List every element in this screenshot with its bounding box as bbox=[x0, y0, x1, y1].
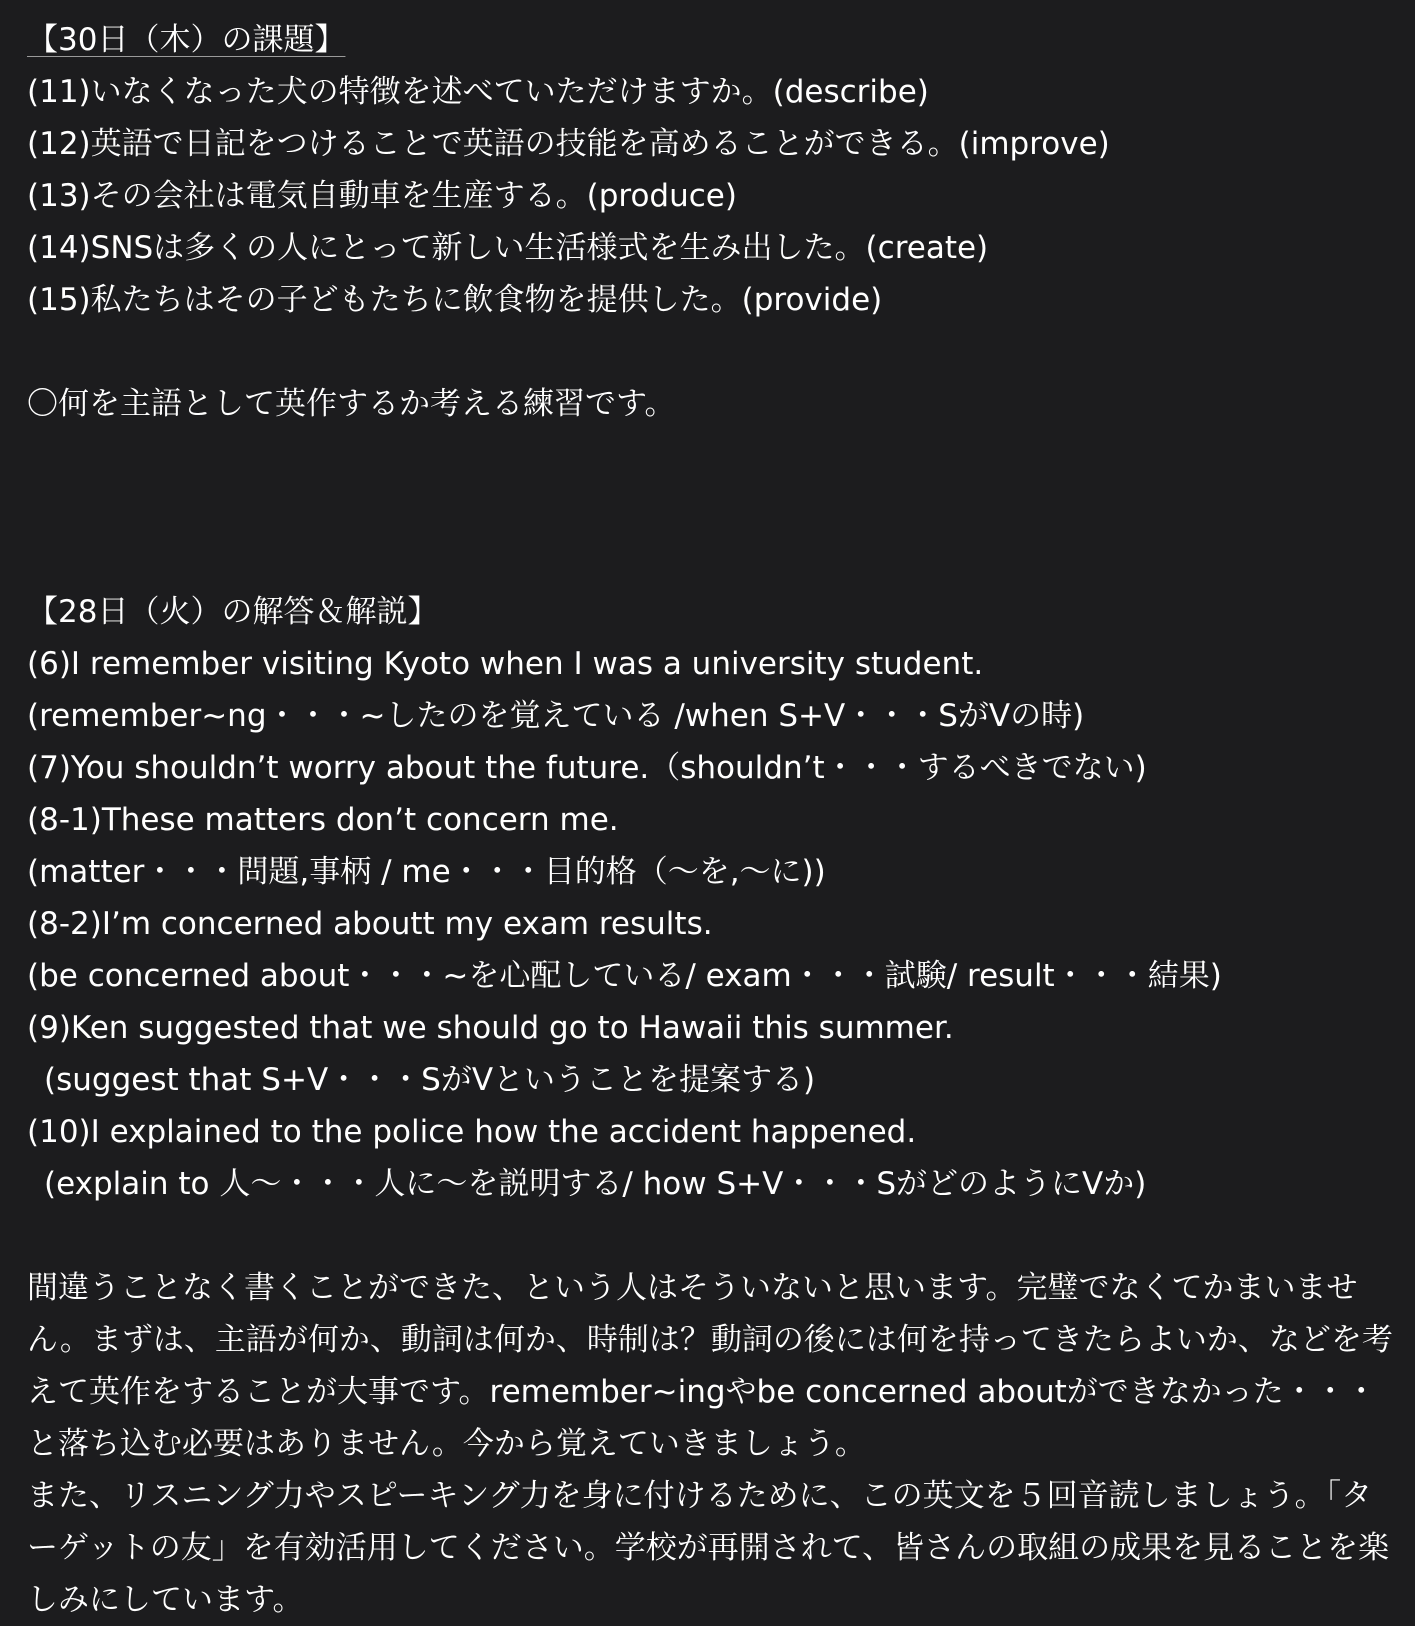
answer-explanation: (suggest that S+V・・・SがVということを提案する) bbox=[44, 1062, 816, 1098]
assignment-item: (12)英語で日記をつけることで英語の技能を高めることができる。(improve) bbox=[27, 126, 1110, 162]
blank-line bbox=[27, 1210, 1397, 1262]
answer-sentence: (10)I explained to the police how the accident happened. bbox=[27, 1114, 917, 1150]
answers-heading: 【28日（火）の解答＆解説】 bbox=[27, 594, 439, 630]
assignment-item: (13)その会社は電気自動車を生産する。(produce) bbox=[27, 178, 737, 214]
blank-line bbox=[27, 326, 1397, 378]
answer-explanation: (remember~ng・・・~したのを覚えている /when S+V・・・SがVの時) bbox=[27, 698, 1085, 734]
answer-sentence: (9)Ken suggested that we should go to Hawaii this summer. bbox=[27, 1010, 954, 1046]
assignment-item: (15)私たちはその子どもたちに飲食物を提供した。(provide) bbox=[27, 282, 883, 318]
answer-explanation: (matter・・・問題,事柄 / me・・・目的格（～を,～に)) bbox=[27, 854, 826, 890]
answer-sentence: (8-2)I’m concerned aboutt my exam results. bbox=[27, 906, 713, 942]
answer-explanation: (explain to 人～・・・人に～を説明する/ how S+V・・・SがどのようにVか) bbox=[44, 1166, 1147, 1202]
document-body bbox=[27, 14, 1397, 1626]
assignment-heading: 【30日（木）の課題】 bbox=[27, 22, 346, 58]
closing-paragraph: また、リスニング力やスピーキング力を身に付けるために、この英文を５回音読しましょう。「ターゲットの友」を有効活用してください。学校が再開されて、皆さんの取組の成果を見ることを楽しみにしています。 bbox=[27, 1478, 1390, 1618]
closing-paragraph: 間違うことなく書くことができた、という人はそういないと思います。完璧でなくてかまいません。まずは、主語が何か、動詞は何か、時制は？動詞の後には何を持ってきたらよいか、などを考えて英作をすることが大事です。remember~ingやbe concerned aboutができなかった・・・と落ち込む必要はありません。今から覚えていきましょう。 bbox=[27, 1270, 1393, 1462]
answer-explanation: (be concerned about・・・~を心配している/ exam・・・試験/ result・・・結果) bbox=[27, 958, 1222, 994]
blank-lines bbox=[27, 430, 1397, 586]
assignment-item: (14)SNSは多くの人にとって新しい生活様式を生み出した。(create) bbox=[27, 230, 989, 266]
assignment-note: 〇何を主語として英作するか考える練習です。 bbox=[27, 386, 676, 422]
answer-sentence: (7)You shouldn’t worry about the future.（shouldn’t・・・するべきでない) bbox=[27, 750, 1147, 786]
answer-sentence: (6)I remember visiting Kyoto when I was a university student. bbox=[27, 646, 984, 682]
assignment-heading-line bbox=[27, 14, 1397, 66]
answer-sentence: (8-1)These matters don’t concern me. bbox=[27, 802, 619, 838]
assignment-item: (11)いなくなった犬の特徴を述べていただけますか。(describe) bbox=[27, 74, 929, 110]
